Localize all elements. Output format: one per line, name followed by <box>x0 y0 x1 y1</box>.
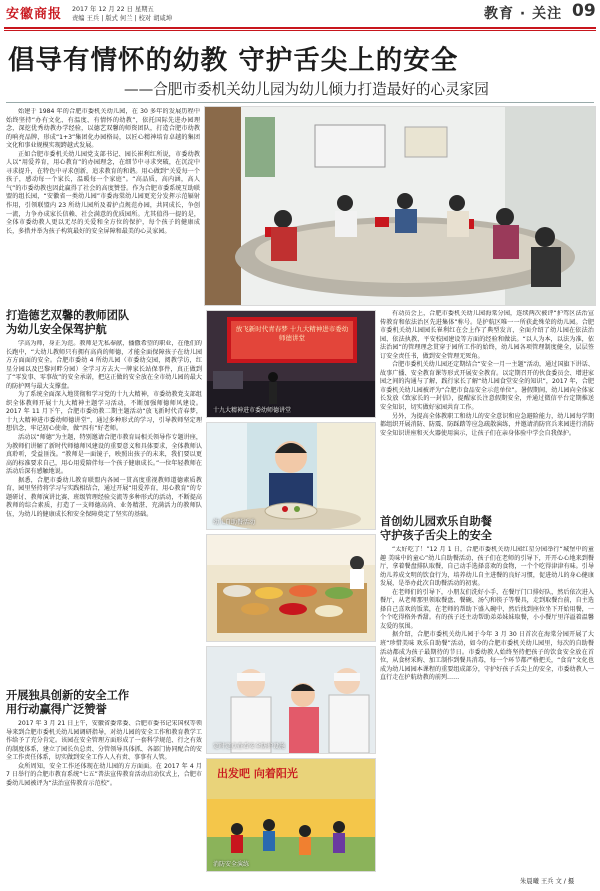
author-credit: 朱晨曦 王兵 文 / 摄 <box>520 878 575 885</box>
photo-health-check <box>206 646 376 754</box>
photo-caption: 定时定点查看安全防护设施 <box>213 743 286 750</box>
section-title: 教育 · 关注 <box>484 6 563 22</box>
photo-caption: 幼儿自助餐活动 <box>213 519 256 526</box>
section-text-buffet <box>380 546 594 874</box>
paragraph: 合肥市委机关幼儿园还定期结合“安全一月一主题”活动，通过国旗下讲话、故事广播、安全教育课等形式开展安全教育。以定期召开的伙食委员会、增进家园之间的沟通与了解，践行家长了解“幼儿园食堂安全的知识”，2017 年，合肥市委机关幼儿园被评为“合肥市食品安全示范单位”。暑假期间，幼儿园向全体家长发放《致家长的一封信》，提醒家长注意假期安全，并通过微信平台定期推送安全知识，切实做好家园共育工作。 <box>380 361 594 412</box>
header-rule <box>4 27 596 29</box>
intro-paragraph: 正如合肥市委机关幼儿园党支部书记、园长崔利红所说，市委幼教人以“用爱养育，用心教育”的办园理念，在细节中寻求突破，在沉淀中寻求提升，在特色中寻求创新，追求教育的和谐。用心做到“关爱每一个孩子，感动每一个家长，温暖每一个家庭”。“高品质，高内涵，高人气”的市委幼教也因此赢得了社会的高度赞誉。作为合肥市委系统互助联盟的组长园，“安徽省一类幼儿园”市委海棠幼儿园更充分发挥示范辐射作用，引领联盟内 23 所幼儿园所及着护点规范办园，共同成长，争创一流，力争办成家长信赖、社会满意的优质园所。尤其值得一提的是，全体市委幼教人更以无尽的关爱和全方位的保护，每个孩子的健康成长，多措并举为孩子构筑最好的安全屏障和最美的心灵家园。 <box>6 150 200 235</box>
paragraph: 据悉，合肥市委幼儿教育联盟内各园一贯高度重视教师道德素质教育，园里坚持将学习与实践相结合，通过开展“用爱养育，用心教育”的专题研讨、教师演讲比赛、班级管理经验交流等多种形式的活动，不断提高教师的综合素质，打造了一支师德高尚、业务精湛、充满活力的教师队伍，为幼儿的健康成长和安全保障奠定了坚实的基础。 <box>6 476 202 518</box>
paragraph: 据介绍，合肥市委机关幼儿园于今年 3 月 30 日首次在海棠分园开展了大班“珍惜美味 欢乐自助餐”活动，如今的合肥市委机关幼儿园里，每次的自助餐活动都成为孩子最期待的节日。市委幼教人始终坚持把孩子的饮食安全放在首位，从食材采购、加工制作到餐具消毒，每一个环节都严格把关，“食育”文化也成为幼儿园园本课程的重要组成部分，守护好孩子舌尖上的安全，市委幼教人一直行走在护航幼教的前列…… <box>380 631 594 682</box>
paragraph: 众所周知，安全工作还体现在幼儿园的方方面面。在 2017 年 4 月 7 日举行的合肥市教育系统“七五”普法宣传教育活动启动仪式上，合肥市委幼儿园被评为“法治宣传教育示范校”。 <box>6 762 202 787</box>
section-text-teachers <box>6 340 202 684</box>
photo-caption: 十九大精神进市委幼师德讲堂 <box>213 407 292 414</box>
issue-date: 2017 年 12 月 22 日 星期五 <box>72 6 154 13</box>
intro-paragraph: 始建于 1984 年的合肥市委机关幼儿园，在 30 多年的发展历程中始终坚持“办有文化、有温度、有情怀的幼教”，依托国际先进办园理念，深挖优秀幼教办学经验，以德艺双馨的师资团队，打造合肥市幼教的响亮品牌，形成“1+3”集团化办园格局，以匠心精神培育卓越的集团文化和事业规模实现跨越式发展。 <box>6 108 200 150</box>
page-number: 09 <box>572 1 596 21</box>
right-column-text <box>380 310 594 510</box>
paragraph: 活动以“师德”为主题，特别邀请合肥市教育局相关领导作专题讲座，为教师们讲解了新时代师德师风建设的重要意义和具体要求，全体教师认真聆听，受益匪浅。“教师是一面镜子，映照出孩子的未来，我们要以更高的标准要求自己，用心用爱陪伴每一个孩子健康成长。”一位年轻教师在活动后深有感触地说。 <box>6 434 202 476</box>
meeting-illustration <box>205 107 595 305</box>
lecture-banner-text: 放飞新时代青春梦 十九大精神进市委幼师德讲堂 <box>235 325 349 342</box>
eating-illustration <box>207 423 375 529</box>
headline: 倡导有情怀的幼教 守护舌尖上的安全 <box>8 45 459 76</box>
photo-buffet <box>206 534 376 642</box>
editor-credits: 责编 王兵 | 版式 何兰 | 校对 胡咸坤 <box>72 14 173 22</box>
newspaper-logo: 安徽商报 <box>6 7 63 22</box>
buffet-illustration <box>207 535 375 641</box>
section-heading-buffet: 首创幼儿园欢乐自助餐 守护孩子舌尖上的安全 <box>380 514 492 542</box>
section-heading-teachers: 打造德艺双馨的教师团队 为幼儿安全保驾护航 <box>6 308 130 336</box>
header-meta <box>72 6 172 23</box>
section-heading-safety: 开展独具创新的安全工作 用行动赢得广泛赞誉 <box>6 688 130 716</box>
paragraph: 在老师们的引导下，小朋友们洗好小手，在餐厅门口排好队，然后依次进入餐厅，从老师那里领取餐盘、餐碗、汤勺和筷子等餐具，走到取餐台前，自主选择自己喜欢的饭菜，在老师的帮助下盛入碗中，然后找到座位坐下开始用餐，一个个吃得格外香甜。有的孩子还主动帮助弟弟妹妹取餐，小小餐厅里洋溢着温馨友爱的氛围。 <box>380 588 594 630</box>
photo-boy-eating <box>206 422 376 530</box>
header-rule-thin <box>4 30 596 31</box>
paragraph: 有动员会上，合肥市委机关幼儿园海棠分园，连续两次被评“护驾区法治宣传教育和依法治区先进集体”称号。是护航区唯一一所获此殊荣的幼儿园。合肥市委机关幼儿园园长崔利红在会上作了典型发言，全面介绍了幼儿园在依法治园、依法执教、平安校园建设等方面的经验和做法。“以人为本，以法为准，依法治园”的管理理念贯穿于园所工作的始终，幼儿园各项管理制度健全，层层签订安全责任书，做到安全管理无死角。 <box>380 310 594 360</box>
intro-text <box>6 108 200 304</box>
paragraph: 另外，为提高全体教职工和幼儿的安全意识和应急避险能力，幼儿园每学期都组织开展消防、防震、防踩踏等应急疏散演练，并邀请消防官兵来园进行消防安全知识讲座和灭火器使用演示，让孩子们在亲身体验中学会自我保护。 <box>380 412 594 437</box>
health-check-illustration <box>207 647 375 753</box>
headline-divider <box>6 102 594 103</box>
paragraph: “太好吃了！”12 月 1 日，合肥市委机关幼儿园红星分园举行“城堡中的童趣 美味中的童心”幼儿自助餐活动，孩子们在老师的引导下，开开心心地来到餐厅，拿着餐盘排队取餐，自己动手选择喜欢的食物，一个个吃得津津有味。引导幼儿养成文明的饮食行为，培养幼儿自主进餐的良好习惯，促进幼儿的身心健康发展，是举办此次自助餐活动的初衷。 <box>380 546 594 588</box>
photo-meeting <box>204 106 596 306</box>
photo-lecture <box>206 310 376 418</box>
photo-caption: 消防安全演练 <box>213 861 250 868</box>
section-text-safety <box>6 720 202 876</box>
paragraph: 2017 年 3 月 21 日上午，安徽省委常委、合肥市委书记宋国权等领导来到合肥市委机关幼儿园调研指导，对幼儿园的安全工作和教育教学工作给予了充分肯定。该园在安全管理方面形成了一套科学规范、行之有效的制度体系，建立了园长负总责、分管领导具体抓、各部门协同配合的安全工作责任体系，切实做到安全工作人人有责、事事有人管。 <box>6 720 202 762</box>
photo-outdoor-drill <box>206 758 376 872</box>
subheadline: ——合肥市委机关幼儿园为幼儿倾力打造最好的心灵家园 <box>124 81 489 98</box>
drill-banner-text: 出发吧 向着阳光 <box>217 767 298 780</box>
paragraph: 为了系统全面深入地贯彻和学习党的十九大精神，市委幼教党支部组织全体教师开展十九大精神主题学习活动，不断加强师德师风建设。2017 年 11 月下午，合肥市委幼教二期主题活动“放飞新时代青春梦，十九大精神进市委幼师德讲堂”，通过多种形式的学习，引导教师坚定理想信念，牢记初心使命，做“四有”好老师。 <box>6 391 202 433</box>
paragraph: 学高为师，身正为范。教师是无私奉献，播撒希望的职业，在他们的长跑中，“大幼儿教师只有拥有高尚的师德，才能全面保障孩子在幼儿园方方面面的安全。合肥市委幼 4 所幼儿园（市委幼交园，阅教学访，红星分园以及巴黎河畔分园）全学习方去大一牌家长站保事件，真正做到了“零发事、零事故”的安全承诺，把这正做的安全放在全市幼儿园的最大的防护网与最大支撑盘。 <box>6 340 202 390</box>
